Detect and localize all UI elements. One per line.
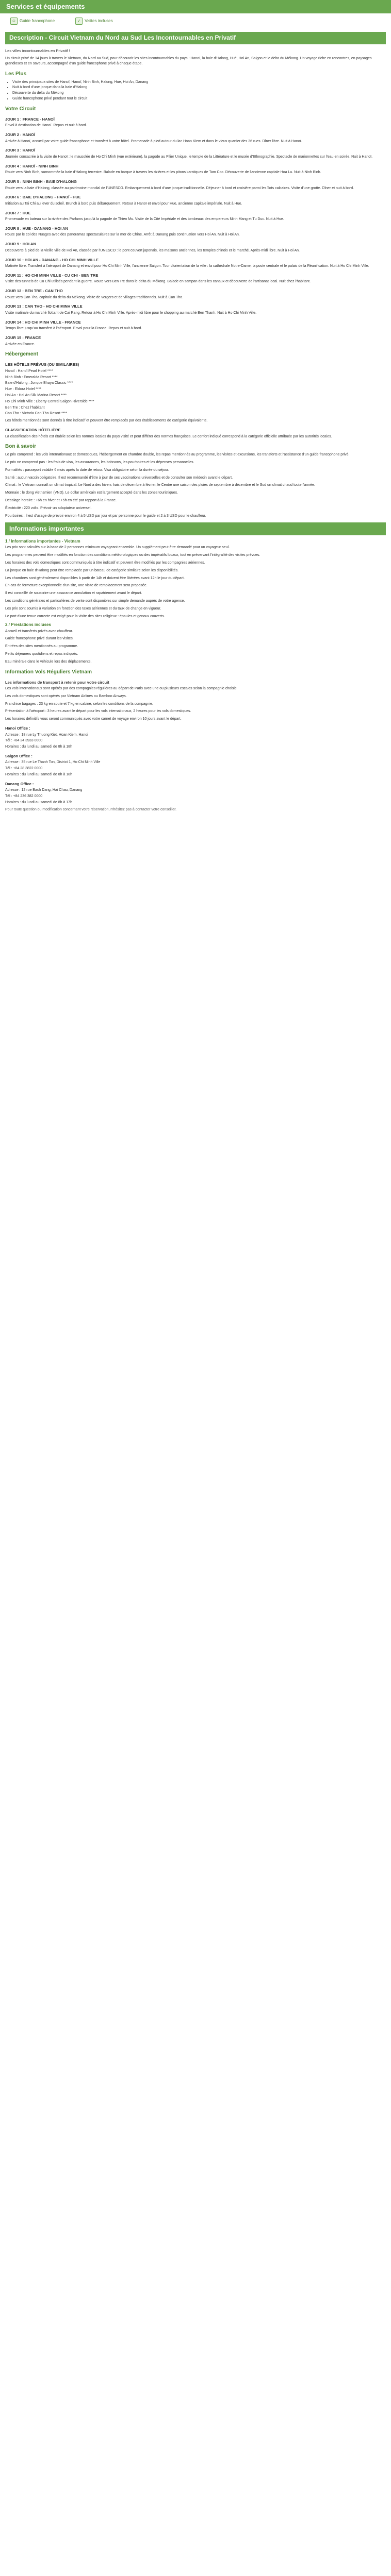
day-text: Arrivée en France.: [5, 342, 35, 346]
day-title: JOUR 10 : HOI AN - DANANG - HO CHI MINH VILLE: [5, 257, 99, 262]
agency-name: Danang Office :: [5, 781, 34, 786]
list-item: Baie d'Halong : Jonque Bhaya Classic ****: [5, 381, 73, 385]
day-title: JOUR 4 : HANOÏ - NINH BINH: [5, 163, 59, 168]
day-title: JOUR 5 : NINH BINH - BAIE D'HALONG: [5, 179, 77, 184]
check-icon: ✓: [75, 18, 83, 25]
paragraph: Il est conseillé de souscrire une assurance annulation et rapatriement avant le départ.: [5, 591, 142, 596]
footer-note: Pour toute question ou modification concernant votre réservation, n'hésitez pas à contacter votre conseiller.: [5, 807, 177, 811]
agency-line: Tél : +84 24 3933 0000: [5, 739, 43, 743]
accommodation-title: Hébergement: [5, 351, 38, 358]
day-text: Temps libre jusqu'au transfert à l'aéroport. Envol pour la France. Repas et nuit à bord.: [5, 327, 142, 331]
day-title: JOUR 7 : HUE: [5, 210, 31, 215]
intro-heading: Les villes incontournables en Privatif !: [5, 48, 70, 53]
day-title: JOUR 8 : HUE - DANANG - HOI AN: [5, 226, 68, 231]
agency-line: Adresse : 12 rue Bach Dang, Hai Chau, Danang: [5, 788, 83, 792]
day-text: Route vers Ninh Binh, surnommée la baie d'Halong terrestre. Balade en barque à travers les rizières et les pitons karstiques de Tam Coc. Découverte de l'ancienne capitale Hoa Lu. Nuit à Ninh Binh.: [5, 171, 321, 175]
list-item: Ho Chi Minh Ville : Liberty Central Saigon Riverside ****: [5, 399, 94, 403]
highlights-title: Les Plus: [5, 71, 27, 77]
info-banner: Informations importantes: [5, 522, 386, 535]
day-text: Arrivée à Hanoï, accueil par votre guide francophone et transfert à votre hôtel. Promenade à pied autour du lac Hoan Kiem et dans le vieux quartier des 36 rues. Dîner libre. Nuit à Hanoï.: [5, 139, 302, 143]
info-subtitle-2: 2 / Prestations incluses: [5, 622, 51, 628]
contact-title: Information Vols Réguliers Vietnam: [5, 669, 92, 675]
feature-nav: [0, 13, 391, 29]
nav-item-label: Visites incluses: [85, 19, 113, 24]
day-text: Promenade en bateau sur la rivière des Parfums jusqu'à la pagode de Thien Mu. Visite de la Cité Impériale et des tombeaux des empereurs Minh Mang et Tu Duc. Nuit à Hue.: [5, 217, 284, 222]
list-item: • Guide francophone privé pendant tout le circuit: [12, 96, 386, 101]
agency-line: Horaires : du lundi au samedi de 8h à 18h: [5, 745, 72, 749]
main-content: [0, 44, 391, 819]
day-title: JOUR 1 : FRANCE - HANOÏ: [5, 116, 55, 122]
paragraph: Les prix sont calculés sur la base de 2 personnes minimum voyageant ensemble. Un supplément peut être demandé pour un voyageur seul.: [5, 546, 230, 550]
paragraph: En cas de fermeture exceptionnelle d'un site, une visite de remplacement sera proposée.: [5, 584, 148, 588]
day-title: JOUR 13 : CAN THO - HO CHI MINH VILLE: [5, 304, 83, 309]
agency-line: Horaires : du lundi au samedi de 8h à 18h: [5, 773, 72, 777]
paragraph: Présentation à l'aéroport : 3 heures avant le départ pour les vols internationaux, 2 heures pour les vols domestiques.: [5, 709, 191, 714]
paragraph: Les horaires des vols domestiques sont communiqués à titre indicatif et peuvent être modifiés par les compagnies aériennes.: [5, 561, 205, 565]
paragraph: Pourboires : il est d'usage de prévoir environ 4 à 5 USD par jour et par personne pour le guide et 2 à 3 USD pour le chauffeur.: [5, 514, 206, 518]
classification-text: La classification des hôtels est établie selon les normes locales du pays visité et peut différer des normes françaises. Le confort indiqué correspond à la catégorie officielle attribuée par les autorités locales.: [5, 434, 332, 438]
paragraph: Les vols internationaux sont opérés par des compagnies régulières au départ de Paris avec une ou plusieurs escales selon la compagnie choisie.: [5, 687, 238, 691]
paragraph: Climat : le Vietnam connaît un climat tropical. Le Nord a des hivers frais de décembre à février, le Centre une saison des pluies de septembre à décembre et le Sud un climat chaud toute l'année.: [5, 483, 315, 487]
list-item: Hanoï : Hanoï Pearl Hotel ****: [5, 369, 53, 373]
day-text: Initiation au Tai Chi au lever du soleil. Brunch à bord puis débarquement. Retour à Hanoï et envol pour Hue, ancienne capitale impériale. Nuit à Hue.: [5, 201, 242, 206]
list-item: Hue : Eldora Hotel ****: [5, 387, 42, 392]
day-title: JOUR 12 : BEN TRE - CAN THO: [5, 289, 63, 294]
paragraph: Santé : aucun vaccin obligatoire. Il est recommandé d'être à jour de ses vaccinations universelles et de consulter son médecin avant le départ.: [5, 476, 233, 480]
accommodation-intro: LES HÔTELS PRÉVUS (OU SIMILAIRES): [5, 362, 79, 367]
day-title: JOUR 6 : BAIE D'HALONG - HANOÏ - HUE: [5, 195, 81, 200]
agency-name: Saigon Office :: [5, 753, 32, 758]
intro-text: Un circuit privé de 14 jours à travers le Vietnam, du Nord au Sud, pour découvrir les sites incontournables du pays : Hanoï, la baie d'Halong, Hué, Hoi An, Saigon et le delta du Mékong. Un voyage riche en rencontres, en paysages grandioses et en saveurs, accompagné d'un guide francophone privé à chaque étape.: [5, 57, 372, 65]
agency-line: Tél : +84 28 3822 0000: [5, 767, 43, 771]
day-text: Envol à destination de Hanoï. Repas et nuit à bord.: [5, 124, 87, 128]
day-text: Découverte à pied de la vieille ville de Hoi An, classée par l'UNESCO : le pont couvert japonais, les maisons anciennes, les temples chinois et le marché. Après-midi libre. Nuit à Hoi An.: [5, 248, 300, 252]
paragraph: Les programmes peuvent être modifiés en fonction des conditions météorologiques ou des impératifs locaux, tout en préservant l'intégralité des visites prévues.: [5, 553, 260, 557]
agency-hanoi: [5, 726, 386, 750]
paragraph: Le prix ne comprend pas : les frais de visa, les assurances, les boissons, les pourboires et les dépenses personnelles.: [5, 461, 194, 465]
contact-paragraphs: [5, 686, 386, 722]
welcome-paragraphs: [5, 452, 386, 518]
paragraph: Guide francophone privé durant les visites.: [5, 637, 74, 641]
day-title: JOUR 11 : HO CHI MINH VILLE - CU CHI - BEN TRE: [5, 273, 99, 278]
paragraph: Franchise bagages : 23 kg en soute et 7 kg en cabine, selon les conditions de la compagnie.: [5, 702, 153, 706]
itinerary-list: [5, 117, 386, 347]
list-item: Ninh Binh : Emeralda Resort ****: [5, 375, 58, 379]
day-text: Route vers Can Tho, capitale du delta du Mékong. Visite de vergers et de villages traditionnels. Nuit à Can Tho.: [5, 295, 184, 299]
list-item: • Nuit à bord d'une jonque dans la baie d'Halong: [12, 85, 386, 90]
nav-item-guide[interactable]: [10, 18, 55, 25]
list-item: • Découverte du delta du Mékong: [12, 91, 386, 96]
agency-line: Horaires : du lundi au samedi de 8h à 17h: [5, 800, 72, 804]
info-subtitle: 1 / Informations importantes - Vietnam: [5, 539, 80, 544]
welcome-title: Bon à savoir: [5, 444, 37, 450]
highlights-list: [12, 80, 386, 101]
day-text: Route par le col des Nuages avec des panoramas spectaculaires sur la mer de Chine. Arrêt à Danang puis continuation vers Hoi An. Nuit à Hoi An.: [5, 233, 240, 237]
agency-saigon: [5, 754, 386, 777]
paragraph: Formalités : passeport valable 6 mois après la date de retour. Visa obligatoire selon la durée du séjour.: [5, 468, 169, 472]
paragraph: Les horaires définitifs vous seront communiqués avec votre carnet de voyage environ 10 jours avant le départ.: [5, 717, 182, 721]
itinerary-title: Votre Circuit: [5, 106, 36, 112]
nav-item-visits[interactable]: [75, 18, 113, 25]
info-paragraphs: [5, 545, 386, 619]
nav-item-label: Guide francophone: [20, 19, 55, 24]
list-item: Can Tho : Victoria Can Tho Resort ****: [5, 412, 67, 416]
day-text: Matinée libre. Transfert à l'aéroport de Danang et envol pour Ho Chi Minh Ville, l'ancienne Saigon. Tour d'orientation de la ville : la cathédrale Notre-Dame, la poste centrale et le palais de la Réunification. Nuit à Ho Chi Minh Ville.: [5, 264, 369, 268]
day-title: JOUR 2 : HANOÏ: [5, 132, 35, 138]
day-text: Visite des tunnels de Cu Chi utilisés pendant la guerre. Route vers Ben Tre dans le delta du Mékong. Balade en sampan dans les canaux et découverte de l'artisanat local. Nuit chez l'habitant.: [5, 280, 311, 284]
top-header: [0, 0, 391, 13]
paragraph: Le prix comprend : les vols internationaux et domestiques, l'hébergement en chambre double, les repas mentionnés au programme, les visites et excursions, les transferts et l'assistance d'un guide francophone privé.: [5, 453, 350, 457]
paragraph: Le port d'une tenue correcte est exigé pour la visite des sites religieux : épaules et genoux couverts.: [5, 614, 165, 618]
info-paragraphs-2: [5, 629, 386, 665]
agency-line: Adresse : 35 rue Le Thanh Ton, District 1, Ho Chi Minh Ville: [5, 760, 101, 765]
paragraph: Électricité : 220 volts. Prévoir un adaptateur universel.: [5, 506, 92, 510]
day-text: Route vers la baie d'Halong, classée au patrimoine mondial de l'UNESCO. Embarquement à bord d'une jonque traditionnelle. Déjeuner à bord et croisière parmi les îlots calcaires. Visite d'une grotte. Dîner et nuit à bord.: [5, 186, 354, 190]
paragraph: Monnaie : le dong vietnamien (VND). Le dollar américain est largement accepté dans les zones touristiques.: [5, 491, 178, 495]
agency-line: Adresse : 18 rue Ly Thuong Kiet, Hoan Kiem, Hanoi: [5, 733, 88, 737]
day-text: Journée consacrée à la visite de Hanoï : le mausolée de Ho Chi Minh (vue extérieure), la pagode au Pilier Unique, le temple de la Littérature et le musée d'Ethnographie. Spectacle de marionnettes sur l'eau en soirée. Nuit à Hanoï.: [5, 155, 373, 159]
paragraph: Les prix sont soumis à variation en fonction des taxes aériennes et du taux de change en vigueur.: [5, 606, 161, 611]
paragraph: Petits déjeuners quotidiens et repas indiqués.: [5, 652, 78, 656]
agency-line: Tél : +84 236 382 0000: [5, 794, 43, 799]
description-banner: Description - Circuit Vietnam du Nord au Sud Les Incontournables en Privatif: [5, 32, 386, 44]
paragraph: Entrées des sites mentionnés au programme.: [5, 645, 78, 649]
guide-icon: ☺: [10, 18, 18, 25]
agency-danang: [5, 782, 386, 805]
day-text: Visite matinale du marché flottant de Cai Rang. Retour à Ho Chi Minh Ville. Après-midi libre pour le shopping au marché Ben Thanh. Nuit à Ho Chi Minh Ville.: [5, 311, 257, 315]
hotel-list: [5, 369, 386, 416]
day-title: JOUR 9 : HOI AN: [5, 242, 36, 247]
list-item: Hoi An : Hoi An Silk Marina Resort ****: [5, 394, 67, 398]
day-title: JOUR 15 : FRANCE: [5, 335, 41, 341]
contact-subtitle: Les informations de transport à retenir pour votre circuit: [5, 680, 109, 685]
paragraph: Décalage horaire : +6h en hiver et +5h en été par rapport à la France.: [5, 499, 117, 503]
paragraph: La jonque en baie d'Halong peut être remplacée par un bateau de catégorie similaire selon les disponibilités.: [5, 568, 178, 572]
paragraph: Les conditions générales et particulières de vente sont disponibles sur simple demande auprès de votre agence.: [5, 599, 185, 603]
day-title: JOUR 3 : HANOÏ: [5, 148, 35, 153]
paragraph: Eau minérale dans le véhicule lors des déplacements.: [5, 659, 92, 664]
classification-title: CLASSIFICATION HÔTELIÈRE: [5, 428, 61, 432]
paragraph: Les chambres sont généralement disponibles à partir de 14h et doivent être libérées avant 12h le jour du départ.: [5, 576, 185, 580]
list-item: • Visite des principaux sites de Hanoï, Hanoï, Ninh Binh, Halong, Hue, Hoi An, Danang: [12, 80, 386, 85]
accommodation-note: Les hôtels mentionnés sont donnés à titre indicatif et peuvent être remplacés par des établissements de catégorie équivalente.: [5, 419, 208, 423]
paragraph: Accueil et transferts privés avec chauffeur.: [5, 629, 73, 633]
paragraph: Les vols domestiques sont opérés par Vietnam Airlines ou Bamboo Airways.: [5, 694, 127, 698]
agency-name: Hanoi Office :: [5, 726, 30, 731]
page-title: Services et équipements: [3, 1, 88, 12]
day-title: JOUR 14 : HO CHI MINH VILLE - FRANCE: [5, 319, 81, 325]
list-item: Ben Tre : Chez l'habitant: [5, 405, 45, 410]
